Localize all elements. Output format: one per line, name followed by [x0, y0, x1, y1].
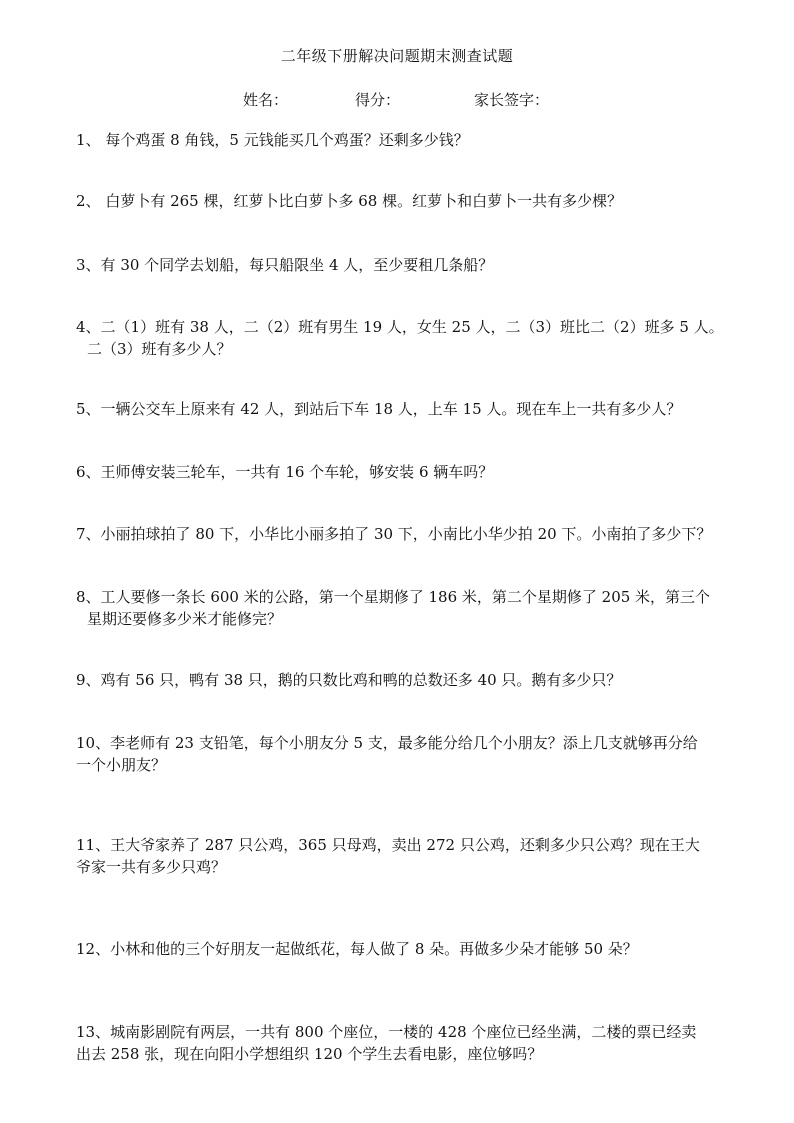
question-text: 鸡有 56 只，鸭有 38 只，鹅的只数比鸡和鸭的总数还多 40 只。鹅有多少只？	[100, 671, 622, 689]
score-label: 得分：	[355, 91, 401, 109]
question-8	[76, 586, 726, 630]
question-number: 8、	[76, 588, 101, 606]
question-2	[76, 190, 726, 212]
question-text: 王大爷家养了 287 只公鸡，365 只母鸡，卖出 272 只公鸡，还剩多少只公鸡？现在王大	[110, 836, 700, 854]
question-13	[76, 1021, 726, 1065]
question-number: 3、	[76, 256, 101, 274]
question-3	[76, 254, 726, 276]
question-number: 7、	[76, 525, 101, 543]
question-1	[76, 129, 726, 151]
question-text-continued: 出去 258 张，现在向阳小学想组织 120 个学生去看电影，座位够吗？	[76, 1045, 543, 1063]
question-11	[76, 834, 726, 878]
question-number: 2、	[76, 192, 101, 210]
question-text: 王师傅安装三轮车，一共有 16 个车轮，够安装 6 辆车吗？	[100, 463, 494, 481]
question-text: 小林和他的三个好朋友一起做纸花，每人做了 8 朵。再做多少朵才能够 50 朵？	[110, 940, 638, 958]
question-6	[76, 461, 726, 483]
question-text: 城南影剧院有两层，一共有 800 个座位，一楼的 428 个座位已经坐满，二楼的票已经卖	[110, 1023, 697, 1041]
question-number: 4、	[76, 318, 101, 336]
question-number: 13、	[76, 1023, 111, 1041]
question-text-continued: 爷家一共有多少只鸡？	[76, 858, 227, 876]
name-label: 姓名：	[243, 91, 289, 109]
question-number: 10、	[76, 734, 111, 752]
question-number: 1、	[76, 131, 101, 149]
question-text: 二（1）班有 38 人，二（2）班有男生 19 人，女生 25 人，二（3）班比二（2）班多 5 人。	[100, 318, 724, 336]
question-4	[76, 316, 726, 360]
question-text: 白萝卜有 265 棵，红萝卜比白萝卜多 68 棵。红萝卜和白萝卜一共有多少棵？	[100, 192, 623, 210]
question-text-continued: 星期还要修多少米才能修完？	[87, 610, 283, 628]
question-text: 小丽拍球拍了 80 下，小华比小丽多拍了 30 下，小南比小华少拍 20 下。小南拍了多少下？	[100, 525, 712, 543]
question-number: 6、	[76, 463, 101, 481]
parent-signature-label: 家长签字：	[474, 91, 550, 109]
question-text: 每个鸡蛋 8 角钱，5 元钱能买几个鸡蛋？还剩多少钱？	[100, 131, 469, 149]
student-info-row	[0, 90, 794, 110]
page-title: 二年级下册解决问题期末测查试题	[280, 47, 514, 65]
question-9	[76, 669, 726, 691]
question-12	[76, 938, 726, 960]
question-number: 9、	[76, 671, 101, 689]
question-7	[76, 523, 726, 545]
question-text: 工人要修一条长 600 米的公路，第一个星期修了 186 米，第二个星期修了 205 米，第三个	[100, 588, 711, 606]
question-text: 有 30 个同学去划船，每只船限坐 4 人，至少要租几条船？	[100, 256, 494, 274]
question-10	[76, 732, 726, 776]
question-5	[76, 398, 726, 420]
question-number: 11、	[76, 836, 111, 854]
question-text-continued: 一个小朋友？	[76, 756, 167, 774]
question-text: 一辆公交车上原来有 42 人，到站后下车 18 人，上车 15 人。现在车上一共有多少人？	[100, 400, 682, 418]
question-number: 12、	[76, 940, 111, 958]
question-text-continued: 二（3）班有多少人？	[87, 340, 232, 358]
question-text: 李老师有 23 支铅笔，每个小朋友分 5 支，最多能分给几个小朋友？添上几支就够再分给	[110, 734, 698, 752]
question-number: 5、	[76, 400, 101, 418]
